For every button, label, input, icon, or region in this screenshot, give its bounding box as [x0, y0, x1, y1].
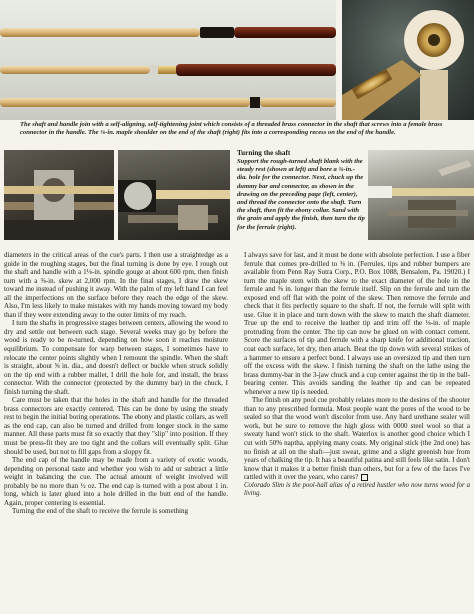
- cue-parts-illustration: [0, 0, 336, 120]
- shaft-handle-joint-photo: [0, 0, 336, 120]
- paragraph: diameters in the critical areas of the cue's parts. I then use a straightedge as a guide in the roughing stages, but the final turning is done by eye. I rough out the shaft and handle with a 1⅛-in. spindle gouge at about 600 rpm, then finish turn with a ⅜-in. skew at 2,000 rpm. In the final stages, I draw the skew toward me instead of pushing it away. With the palm of my left hand I can feel all the imperfections on the surface before they reach the edge of the skew. Also, I'm less likely to make mistakes with my hands moving toward my body than if they were extending away to the outer limits of my reach.: [4, 251, 228, 319]
- sidebar-title: Turning the shaft: [237, 149, 291, 157]
- end-of-article-icon: [361, 474, 368, 481]
- ferrule-lathe-illustration: [368, 150, 474, 240]
- paragraph: Care must be taken that the holes in the shaft and handle for the threaded brass connectors are exactly centered. This can be done by using the steady rest to begin the initial boring operations. The ebony and plastic collars, as well as the end cap, can also be turned and drilled from longer stock in the same manner. All these parts must fit so exactly that they "slip" into position. If they must be press-fit they are too tight and the collars will eventually split. Glue should be used, but not to fill gaps from a sloppy fit.: [4, 396, 228, 456]
- steady-rest-photo: [4, 150, 114, 240]
- lathe-steady-rest-illustration: [4, 150, 114, 240]
- paragraph: I always save for last, and it must be done with absolute perfection. I use a fiber ferrule that comes pre-drilled to ⅜ in. (Ferrules, tips and rubber bumpers are available from Penn Ray Sutra Corp., P.O. Box 1088, Bensalem, Pa. 19020.) I turn the maple stem with the skew to the exact diameter of the hole in the ferrule and ⅝ in. longer than the ferrule itself. Slip on the ferrule and turn the exposed end off flat with the point of the skew. Then remove the ferrule and check that it fits perfectly square to the shaft. If not, the ferrule will split with use. Glue it in place and turn down with the skew to match the shaft diameter. True up the end to receive the leather tip and trim off the ⅛-in. of maple protruding from the center. The tip can now be glued on with contact cement. Score the surfaces of tip and ferrule with a sharp knife for additional traction, coat each surface, let dry, then attach. Beat the tip down with several strikes of a hammer to ensure a perfect bond. I always use an oversized tip and then turn off the excess with the skew. I finish turning the shaft on the lathe using the brass dummy-bar in the 3-jaw chuck and a cup center against the tip in the ball-bearing center. This avoids sanding the leather tip and can be repeated whenever a new tip is needed.: [244, 251, 470, 396]
- boring-connector-photo: [118, 150, 230, 240]
- paragraph-text: The finish on any pool cue probably relates more to the desires of the shooter than to any prescribed formula. Most people want the pores of the wood to be sealed so that the wood won't discolor from use. Any hard urethane sealer will work, but be sure to remove the high gloss with 0000 steel wool so that a sweaty hand won't stick to the shaft. Waterlox is another good choice which I cut with 50% naptha, applying many coats. My original stick (the 2nd one) has no finish at all on the shaft—just sweat, grime and a slight greenish hue from years of chalking the tip. It has a beautiful patina and still feels like satin. I don't know that it makes it a better finish than others, but for a few of the faces I've rattled with it over the years, who cares?: [244, 396, 470, 482]
- paragraph: [244, 396, 470, 481]
- left-text-column: [4, 251, 228, 516]
- right-text-column: [244, 251, 470, 498]
- sidebar-text: Support the rough-turned shaft blank with the steady rest (shown at left) and bore a ⅜-in.-dia. hole for the connector. Next, chuck up the dummy bar and connector, as shown in the drawing on the preceding page (left, center), and thread the connector onto the shaft. Turn the shaft, then fit the ebony collar. Sand with the grain and apply the finish, then turn the tip for the ferrule (right).: [237, 158, 365, 231]
- ferrule-turning-photo: [368, 150, 474, 240]
- paragraph: The end cap of the handle may be made from a variety of exotic woods, depending on personal taste and whether you wish to add or subtract a little weight in balancing the cue. The actual amount of weight involved will probably be no more than ½ oz. The end cap is turned with a post about 1 in. long, which is later glued into a hole drilled in the butt end of the handle. Again, proper centering is essential.: [4, 456, 228, 507]
- author-bio: Colorado Slim is the pool-hall alias of a retired hustler who now turns wood for a living.: [244, 481, 470, 497]
- top-photo-caption: The shaft and handle join with a self-aligning, self-tightening joint which consists of a threaded brass connector in the shaft that screws into a female brass connector in the handle. The ⅜-in. maple shoulder on the end of the shaft (right) fits into a corresponding recess on the end of the handle.: [20, 121, 443, 136]
- lathe-boring-illustration: [118, 150, 230, 240]
- paragraph: I turn the shafts in progressive stages between centers, allowing the wood to dry and settle out between each stage. Several weeks may go by before the wood is ready to be re-turned, depending on how soon it reaches moisture equilibrium. To compensate for warp between stages, I sometimes have to relocate the center points slightly when I remount the spindle. When the shaft is straight, about ⅝ in. dia., and doesn't deflect or buckle when struck solidly on the tip end with a rubber mallet, I drill the hole for, and install, the brass connector. With the connector (protected by the dummy bar) in the chuck, I finish turning the shaft.: [4, 319, 228, 396]
- paragraph: Turning the end of the shaft to receive the ferrule is something: [12, 507, 189, 516]
- connector-end-illustration: [342, 0, 474, 120]
- brass-connector-closeup-photo: [342, 0, 474, 120]
